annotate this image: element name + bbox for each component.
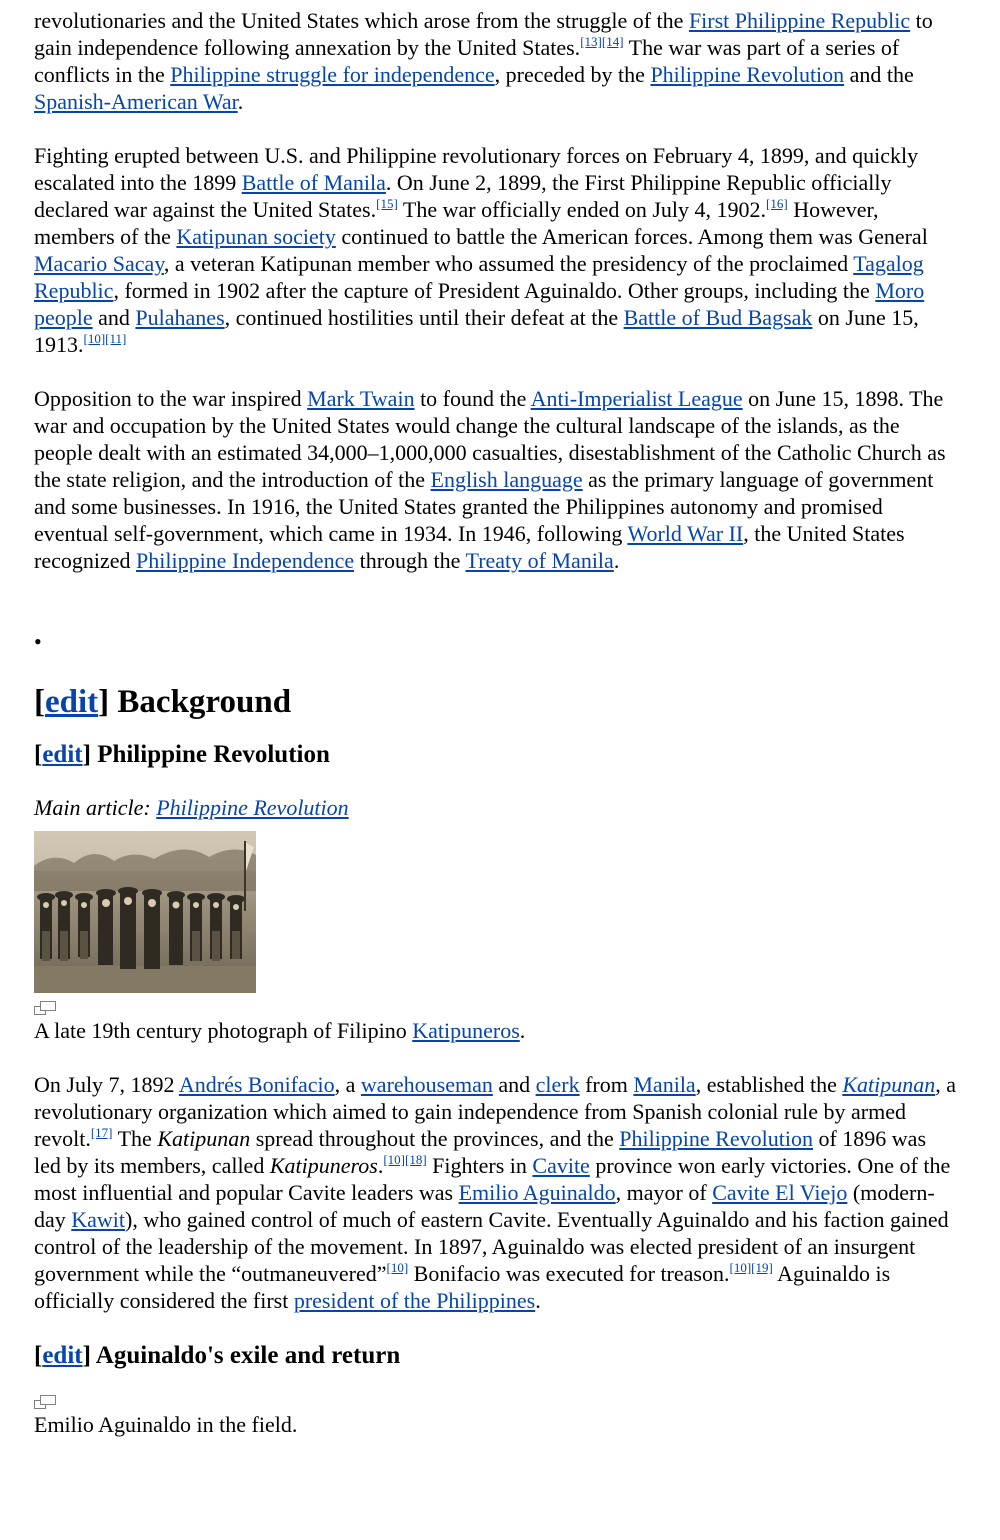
bracket: [: [34, 741, 43, 768]
link-cavite[interactable]: Cavite: [532, 1153, 590, 1178]
link-manila[interactable]: Manila: [633, 1072, 696, 1097]
section-heading-philippine-revolution: [34, 740, 956, 770]
text: revolutionaries and the United States which arose from the struggle of the: [34, 8, 689, 33]
text: as the primary language of government and some businesses. In 1916, the United States granted the Philippines autonomy and promised eventual self-government, which came in 1934. In 1946, following: [34, 467, 934, 546]
katipuneros-photo[interactable]: [34, 831, 256, 993]
link-emilio-aguinaldo[interactable]: Emilio Aguinaldo: [458, 1180, 616, 1205]
citation: [84, 331, 127, 346]
link-katipunan-society[interactable]: Katipunan society: [176, 224, 336, 249]
citation: [766, 196, 788, 211]
link-tagalog-republic[interactable]: Tagalog Republic: [34, 251, 924, 303]
citation: [386, 1260, 408, 1275]
link-first-philippine-republic[interactable]: First Philippine Republic: [688, 8, 911, 33]
link-philippine-revolution-2[interactable]: Philippine Revolution: [619, 1126, 813, 1151]
text: , a veteran Katipunan member who assumed the presidency of the proclaimed: [163, 251, 854, 276]
citation-link[interactable]: [10]: [729, 1260, 752, 1275]
heading-text: Philippine Revolution: [90, 741, 330, 768]
text: , continued hostilities until their defeat at the: [224, 305, 624, 330]
text: .: [377, 1153, 384, 1178]
revolution-paragraph: [34, 1071, 956, 1314]
text: , the United States recognized: [34, 521, 905, 573]
citation-link[interactable]: [10]: [83, 331, 106, 346]
article-content: [34, 7, 956, 1465]
text: .: [535, 1288, 541, 1313]
citation: [729, 1260, 772, 1275]
intro-paragraph-1: [34, 7, 956, 115]
link-anti-imperialist-league[interactable]: Anti-Imperialist League: [530, 386, 743, 411]
text: and: [492, 1072, 536, 1097]
link-philippine-independence[interactable]: Philippine Independence: [136, 548, 355, 573]
link-philippine-revolution[interactable]: Philippine Revolution: [650, 62, 845, 87]
citation-link[interactable]: [18]: [404, 1152, 427, 1167]
heading-text: Background: [109, 684, 292, 720]
intro-paragraph-2: [34, 142, 956, 358]
text: and: [92, 305, 136, 330]
citation-link[interactable]: [14]: [601, 34, 624, 49]
text: through the: [354, 548, 466, 573]
text: .: [613, 548, 620, 573]
text: The: [112, 1126, 158, 1151]
text: and the: [844, 62, 914, 87]
link-philippine-struggle-for-independence[interactable]: Philippine struggle for independence: [170, 62, 495, 87]
citation-link[interactable]: [19]: [751, 1260, 773, 1275]
citation-link[interactable]: [11]: [105, 331, 127, 346]
link-clerk[interactable]: clerk: [535, 1072, 580, 1097]
citation-link[interactable]: [15]: [376, 196, 398, 211]
citation: [376, 196, 398, 211]
text: , formed in 1902 after the capture of President Aguinaldo. Other groups, including the: [113, 278, 876, 303]
text: of 1896 was led by its members, called: [34, 1126, 927, 1178]
link-katipunan[interactable]: Katipunan: [842, 1072, 936, 1097]
enlarge-icon[interactable]: [34, 1001, 56, 1015]
caption-text: A late 19th century photograph of Filipino: [34, 1018, 413, 1043]
text: on June 15, 1913.: [34, 305, 919, 357]
text: Bonifacio was executed for treason.: [408, 1261, 730, 1286]
section-heading-aguinaldo-exile: [34, 1341, 956, 1371]
enlarge-icon[interactable]: [34, 1395, 56, 1409]
text: Fighting erupted between U.S. and Philippine revolutionary forces on February 4, 1899, and quickly escalated into the 1899: [34, 143, 919, 195]
edit-link-background[interactable]: edit: [45, 684, 99, 720]
bracket: ]: [98, 684, 110, 720]
link-treaty-of-manila[interactable]: Treaty of Manila: [465, 548, 614, 573]
text: spread throughout the provinces, and the: [250, 1126, 620, 1151]
text: ), who gained control of much of eastern Cavite. Eventually Aguinaldo and his faction gained control of the leadership of the movement. In 1897, Aguinaldo was elected president of an insurgent government while the “outmaneuvered”: [34, 1207, 949, 1286]
text: , a: [334, 1072, 361, 1097]
image-caption-katipuneros: [34, 1017, 956, 1044]
italic-term: Katipunan: [157, 1126, 251, 1151]
text: , mayor of: [615, 1180, 713, 1205]
link-andres-bonifacio[interactable]: Andrés Bonifacio: [178, 1072, 335, 1097]
link-battle-of-manila[interactable]: Battle of Manila: [241, 170, 386, 195]
link-macario-sacay[interactable]: Macario Sacay: [34, 251, 164, 276]
link-pulahanes[interactable]: Pulahanes: [135, 305, 225, 330]
text: continued to battle the American forces. Among them was General: [335, 224, 928, 249]
text: The war was part of a series of conflicts in the: [34, 35, 900, 87]
citation-link[interactable]: [17]: [90, 1125, 113, 1140]
text: .: [237, 89, 244, 114]
text: Opposition to the war inspired: [34, 386, 308, 411]
link-world-war-ii[interactable]: World War II: [627, 521, 744, 546]
citation-link[interactable]: [13]: [580, 34, 602, 49]
link-spanish-american-war[interactable]: Spanish-American War: [34, 89, 238, 114]
empty-list: [34, 601, 956, 682]
edit-link-philippine-revolution[interactable]: edit: [42, 741, 83, 768]
link-main-article-philippine-revolution[interactable]: Philippine Revolution: [156, 795, 349, 820]
bullet-item: •: [34, 629, 42, 654]
bracket: [: [34, 684, 45, 720]
heading-text: Aguinaldo's exile and return: [90, 1342, 401, 1369]
link-battle-of-bud-bagsak[interactable]: Battle of Bud Bagsak: [623, 305, 813, 330]
intro-paragraph-3: [34, 385, 956, 574]
text: to found the: [414, 386, 531, 411]
citation-link[interactable]: [10]: [383, 1152, 405, 1167]
italic-term: Katipuneros: [269, 1153, 378, 1178]
text: on June 15, 1898. The war and occupation by the United States would change the cultural landscape of the islands, as the people dealt with an estimated 34,000–1,000,000 casualties, disestablishment of the Catholic Church as the state religion, and the introduction of the: [34, 386, 946, 492]
citation-link[interactable]: [16]: [766, 196, 788, 211]
text: . On June 2, 1899, the First Philippine Republic officially declared war against the United States.: [34, 170, 892, 222]
link-mark-twain[interactable]: Mark Twain: [307, 386, 415, 411]
text: On July 7, 1892: [34, 1072, 179, 1097]
link-moro-people[interactable]: Moro people: [34, 278, 925, 330]
text: The war officially ended on July 4, 1902.: [397, 197, 767, 222]
link-katipuneros[interactable]: Katipuneros: [412, 1018, 520, 1043]
text: province won early victories. One of the most influential and popular Cavite leaders was: [34, 1153, 951, 1205]
text: However, members of the: [34, 197, 879, 249]
text: , established the: [695, 1072, 843, 1097]
hatnote-prefix: Main article:: [34, 795, 157, 820]
text: , preceded by the: [494, 62, 651, 87]
edit-link-aguinaldo-exile[interactable]: edit: [42, 1342, 83, 1369]
bracket: [: [34, 1342, 43, 1369]
citation: [91, 1125, 113, 1140]
bracket: ]: [82, 741, 91, 768]
text: from: [579, 1072, 634, 1097]
link-warehouseman[interactable]: warehouseman: [360, 1072, 493, 1097]
caption-text: .: [519, 1018, 526, 1043]
hatnote: [34, 794, 956, 821]
text: to gain independence following annexation by the United States.: [34, 8, 933, 60]
link-president-of-the-philippines[interactable]: president of the Philippines: [293, 1288, 536, 1313]
link-english-language[interactable]: English language: [430, 467, 583, 492]
citation: [383, 1152, 426, 1167]
link-cavite-el-viejo[interactable]: Cavite El Viejo: [712, 1180, 848, 1205]
citation: [580, 34, 623, 49]
image-caption-aguinaldo: Emilio Aguinaldo in the field.: [34, 1412, 298, 1437]
section-heading-background: [34, 682, 956, 722]
text: , a revolutionary organization which aimed to gain independence from Spanish colonial rule by armed revolt.: [34, 1072, 957, 1151]
citation-link[interactable]: [10]: [386, 1260, 409, 1275]
text: Aguinaldo is officially considered the first: [34, 1261, 891, 1313]
bracket: ]: [82, 1342, 91, 1369]
text: (modern-day: [34, 1180, 935, 1232]
text: Fighters in: [426, 1153, 533, 1178]
link-kawit[interactable]: Kawit: [71, 1207, 126, 1232]
